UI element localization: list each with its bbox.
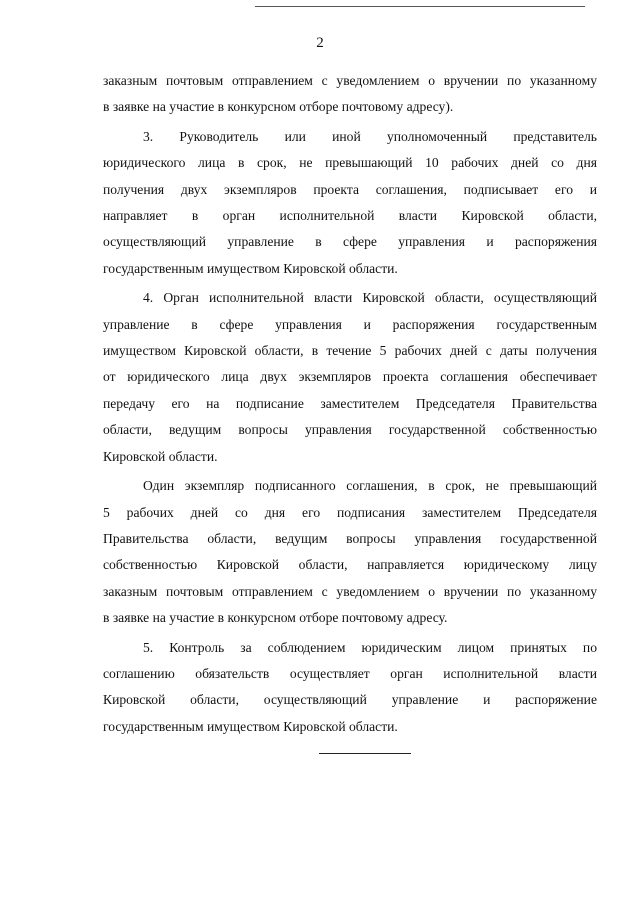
text-line: Кировской области.: [103, 448, 218, 464]
text-line: 3. Руководитель или иной уполномоченный представитель: [143, 128, 597, 144]
text-line: Один экземпляр подписанного соглашения, в срок, не превышающий: [143, 478, 597, 494]
page-number: 2: [316, 35, 324, 51]
text-line: собственностью Кировской области, направляется юридическому лицу: [103, 557, 597, 573]
paragraph-item-5: [103, 635, 597, 741]
paragraph-continuation: [103, 68, 597, 121]
text-line: государственным имуществом Кировской области.: [103, 718, 398, 734]
text-line: имуществом Кировской области, в течение 5 рабочих дней с даты получения: [103, 343, 597, 359]
text-line: соглашению обязательств осуществляет орган исполнительной власти: [103, 665, 597, 681]
text-line: осуществляющий управление в сфере управления и распоряжения: [103, 234, 597, 250]
text-line: передачу его на подписание заместителем Председателя Правительства: [103, 395, 597, 411]
end-separator-line: [319, 753, 411, 754]
paragraph-item-4: [103, 285, 597, 470]
text-line: заказным почтовым отправлением с уведомлением о вручении по указанному: [103, 73, 597, 88]
text-line: области, ведущим вопросы управления государственной собственностью: [103, 422, 597, 438]
text-line: 4. Орган исполнительной власти Кировской области, осуществляющий: [143, 290, 597, 306]
text-line: направляет в орган исполнительной власти Кировской области,: [103, 208, 597, 224]
text-line: в заявке на участие в конкурсном отборе почтовому адресу.: [103, 610, 448, 626]
text-line: управление в сфере управления и распоряжения государственным: [103, 316, 597, 332]
document-body: [103, 68, 597, 743]
paragraph-item-3: [103, 124, 597, 282]
text-line: 5 рабочих дней со дня его подписания заместителем Председателя: [103, 504, 597, 520]
text-line: в заявке на участие в конкурсном отборе почтовому адресу).: [103, 99, 454, 115]
top-rule: [255, 6, 585, 7]
text-line: от юридического лица двух экземпляров проекта соглашения обеспечивает: [103, 369, 597, 385]
text-line: Кировской области, осуществляющий управление и распоряжение: [103, 692, 597, 708]
text-line: государственным имуществом Кировской области.: [103, 260, 398, 276]
paragraph-copy-dispatch: [103, 473, 597, 631]
text-line: юридического лица в срок, не превышающий 10 рабочих дней со дня: [103, 155, 597, 171]
text-line: 5. Контроль за соблюдением юридическим лицом принятых по: [143, 639, 597, 655]
text-line: Правительства области, ведущим вопросы управления государственной: [103, 530, 597, 546]
text-line: получения двух экземпляров проекта соглашения, подписывает его и: [103, 181, 597, 197]
text-line: заказным почтовым отправлением с уведомлением о вручении по указанному: [103, 583, 597, 599]
